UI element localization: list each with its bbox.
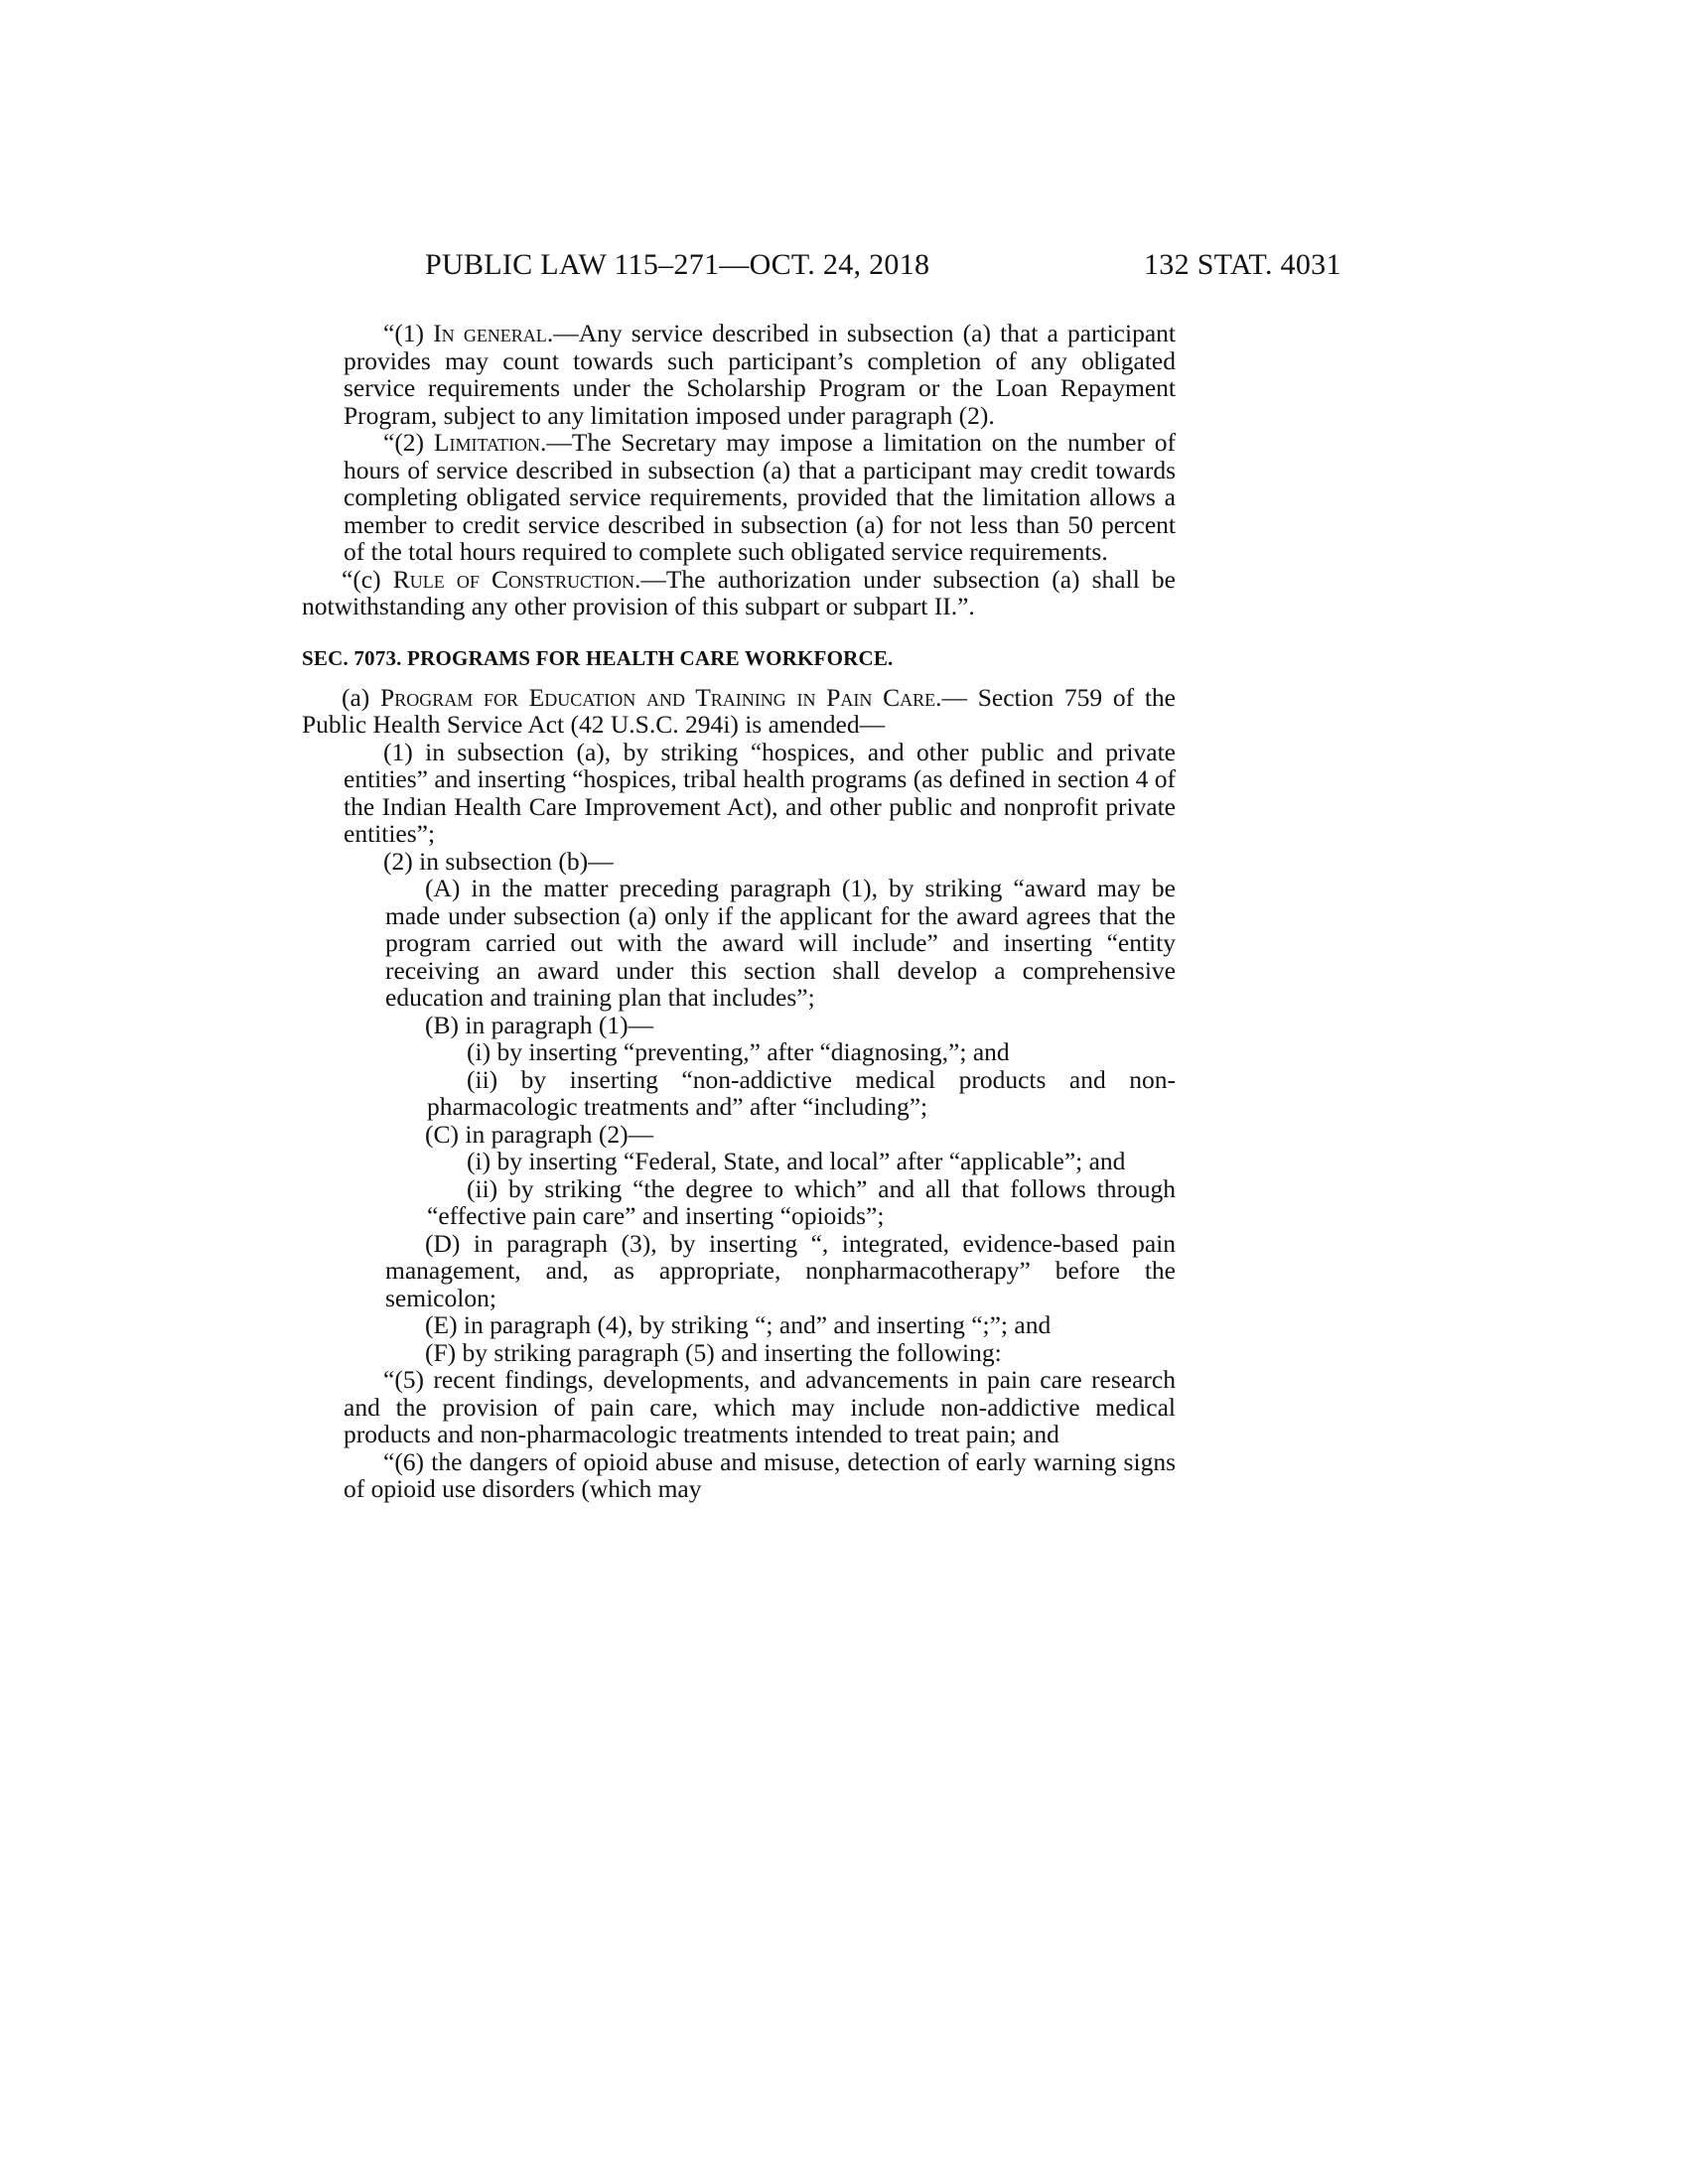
quoted-paragraph-6: “(6) the dangers of opioid abuse and misuse, detection of early warning signs of opioid use disorders (which may	[344, 1446, 1176, 1503]
caption-pain-care-program: Program for Education and Training in Pain Care	[380, 682, 936, 712]
item-2-C-ii: (ii) by striking “the degree to which” and all that follows through “effective pain care” and inserting “opioids”;	[427, 1173, 1176, 1230]
page-header	[0, 248, 1688, 288]
item-2-F: (F) by striking paragraph (5) and inserting the following:	[425, 1337, 1002, 1367]
paragraph-limitation: “(2) Limitation.—The Secretary may impose a limitation on the number of hours of service described in subsection (a) that a participant may credit towards completing obligated service requirements, provided that the limitation allows a member to credit service described in subsection (a) for not less than 50 percent of the total hours required to complete such obligated service requirements.	[344, 428, 1176, 566]
item-2-D: (D) in paragraph (3), by inserting “, integrated, evidence-based pain management, and, as appropriate, nonpharmacotherapy” before the semicolon;	[385, 1228, 1176, 1312]
section-heading: SEC. 7073. PROGRAMS FOR HEALTH CARE WORKFORCE.	[302, 645, 894, 670]
item-2: (2) in subsection (b)—	[383, 846, 614, 876]
caption-in-general: In general	[433, 319, 547, 347]
item-2-A: (A) in the matter preceding paragraph (1), by striking “award may be made under subsection (a) only if the applicant for the award agrees that the program carried out with the award will include” and inserting “entity receiving an award under this section shall develop a comprehensive education and training plan that includes”;	[385, 874, 1176, 1012]
paragraph-in-general: “(1) In general.—Any service described in subsection (a) that a participant provides may count towards such participant’s completion of any obligated service requirements under the Scholarship Program or the Loan Repayment Program, subject to any limitation imposed under paragraph (2).	[344, 319, 1176, 430]
item-2-C: (C) in paragraph (2)—	[425, 1119, 654, 1149]
quoted-paragraph-5: “(5) recent findings, developments, and advancements in pain care research and the provision of pain care, which may include non-addictive medical products and non-pharmacologic treatments intended to treat pain; and	[344, 1365, 1176, 1448]
item-2-C-i: (i) by inserting “Federal, State, and local” after “applicable”; and	[467, 1147, 1126, 1175]
paragraph-subsection-a: (a) Program for Education and Training in Pain Care.— Section 759 of the Public Health Service Act (42 U.S.C. 294i) is amended—	[302, 682, 1177, 739]
item-2-B-i: (i) by inserting “preventing,” after “diagnosing,”; and	[467, 1037, 1010, 1066]
caption-limitation: Limitation	[433, 428, 540, 457]
statute-page-number: 132 STAT. 4031	[1144, 248, 1341, 281]
document-body	[302, 320, 1176, 1503]
paragraph-rule-of-construction: “(c) Rule of Construction.—The authorization under subsection (a) shall be notwithstanding any other provision of this subpart or subpart II.”.	[302, 564, 1176, 620]
item-2-B-ii: (ii) by inserting “non-addictive medical products and non-pharmacologic treatments and” after “including”;	[427, 1064, 1176, 1121]
caption-rule-of-construction: Rule of Construction	[392, 564, 634, 594]
running-head-title: PUBLIC LAW 115–271—OCT. 24, 2018	[425, 248, 930, 281]
item-1: (1) in subsection (a), by striking “hospices, and other public and private entities” and inserting “hospices, tribal health programs (as defined in section 4 of the Indian Health Care Improvement Act), and other public and nonprofit private entities”;	[344, 737, 1176, 848]
item-2-B: (B) in paragraph (1)—	[425, 1010, 654, 1039]
item-2-E: (E) in paragraph (4), by striking “; and” and inserting “;”; and	[425, 1310, 1052, 1339]
